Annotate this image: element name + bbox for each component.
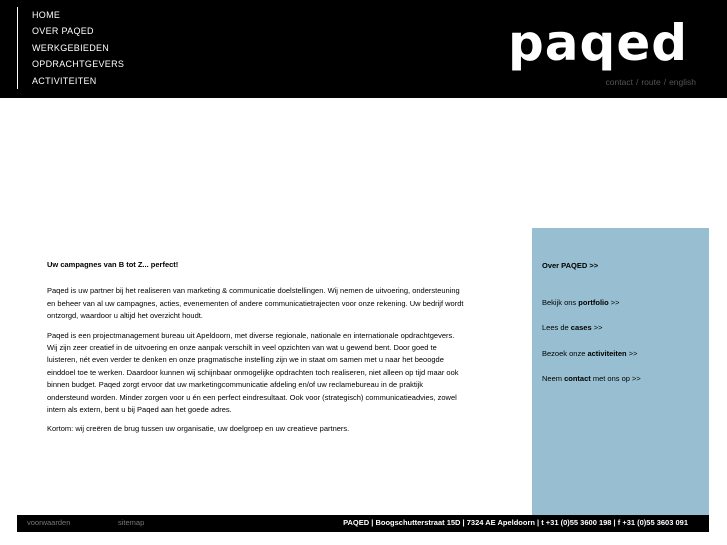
link-arrow: >> xyxy=(591,323,603,332)
cases-link[interactable] xyxy=(542,323,602,332)
separator: / xyxy=(663,77,667,87)
activiteiten-link[interactable] xyxy=(542,349,637,358)
nav-item-opdrachtgevers[interactable]: OPDRACHTGEVERS xyxy=(32,59,125,70)
link-arrow: >> xyxy=(608,298,620,307)
voorwaarden-link[interactable]: voorwaarden xyxy=(27,518,71,527)
nav-item-home[interactable]: HOME xyxy=(32,10,61,20)
sidebar xyxy=(532,228,709,515)
nav-item-werkgebieden[interactable]: WERKGEBIEDEN xyxy=(32,42,110,53)
nav-item-activiteiten[interactable]: ACTIVITEITEN xyxy=(32,75,97,86)
sitemap-link[interactable]: sitemap xyxy=(118,518,145,527)
link-keyword: cases xyxy=(570,323,592,332)
link-text: Bekijk ons xyxy=(542,298,579,307)
summary-paragraph: Kortom: wij creëren de brug tussen uw organisatie, uw doelgroep en uw creatieve partners. xyxy=(47,424,350,434)
about-paragraph: Paqed is een projectmanagement bureau uit Apeldoorn, met diverse regionale, nationale en internationale opdrachtgevers. Wij zijn zeer creatief in de uitvoering en onze aanpak verschilt in veel opzichten van wat u gewend bent. Door goed te luisteren, nét even verder te denken en onze pragmatische instelling zijn we in staat om samen met u naar het beoogde einddoel toe te werken. Daardoor kunnen wij schijnbaar onmogelijke opdrachten toch realiseren, niet alleen op tijd maar ook binnen budget. Paqed zorgt ervoor dat uw marketingcommunicatie afdeling en/of uw reclamebureau in de praktijk ondersteund worden. Minder zorgen voor u én een perfect eindresultaat. Ook voor (strategisch) communicatieadvies, zowel intern als extern, bent u bij Paqed aan het goede adres. xyxy=(47,330,459,415)
contact-cta-link[interactable] xyxy=(542,374,641,383)
link-arrow: met ons op >> xyxy=(590,374,641,383)
over-paqed-link[interactable]: Over PAQED >> xyxy=(542,261,599,270)
utility-links xyxy=(606,77,696,87)
logo[interactable]: paqed xyxy=(508,14,689,72)
intro-paragraph: Paqed is uw partner bij het realiseren van marketing & communicatie doelstellingen. Wij nemen de uitvoering, ondersteuning en beheer van al uw campagnes, acties, evenementen of andere communicatietrajecten voor onze rekening. Uw bedrijf wordt ontzorgd, waardoor u altijd het overzicht houdt. xyxy=(47,286,464,321)
separator: / xyxy=(635,77,639,87)
contact-link[interactable]: contact xyxy=(605,77,633,87)
page-title: Uw campagnes van B tot Z... perfect! xyxy=(47,260,179,269)
english-link[interactable]: english xyxy=(669,77,696,87)
link-keyword: contact xyxy=(564,374,591,383)
footer-address: PAQED | Boogschutterstraat 15D | 7324 AE Apeldoorn | t +31 (0)55 3600 198 | f +31 (0)55 3603 091 xyxy=(343,518,688,527)
main-nav xyxy=(17,7,124,89)
link-text: Lees de xyxy=(542,323,571,332)
link-keyword: portfolio xyxy=(578,298,609,307)
link-text: Neem xyxy=(542,374,565,383)
route-link[interactable]: route xyxy=(641,77,661,87)
main-content xyxy=(47,259,465,443)
link-arrow: >> xyxy=(626,349,638,358)
portfolio-link[interactable] xyxy=(542,298,620,307)
nav-item-over-paqed[interactable]: OVER PAQED xyxy=(32,26,94,37)
link-text: Bezoek onze xyxy=(542,349,588,358)
header xyxy=(0,0,727,98)
footer xyxy=(17,515,709,532)
link-keyword: activiteiten xyxy=(587,349,627,358)
